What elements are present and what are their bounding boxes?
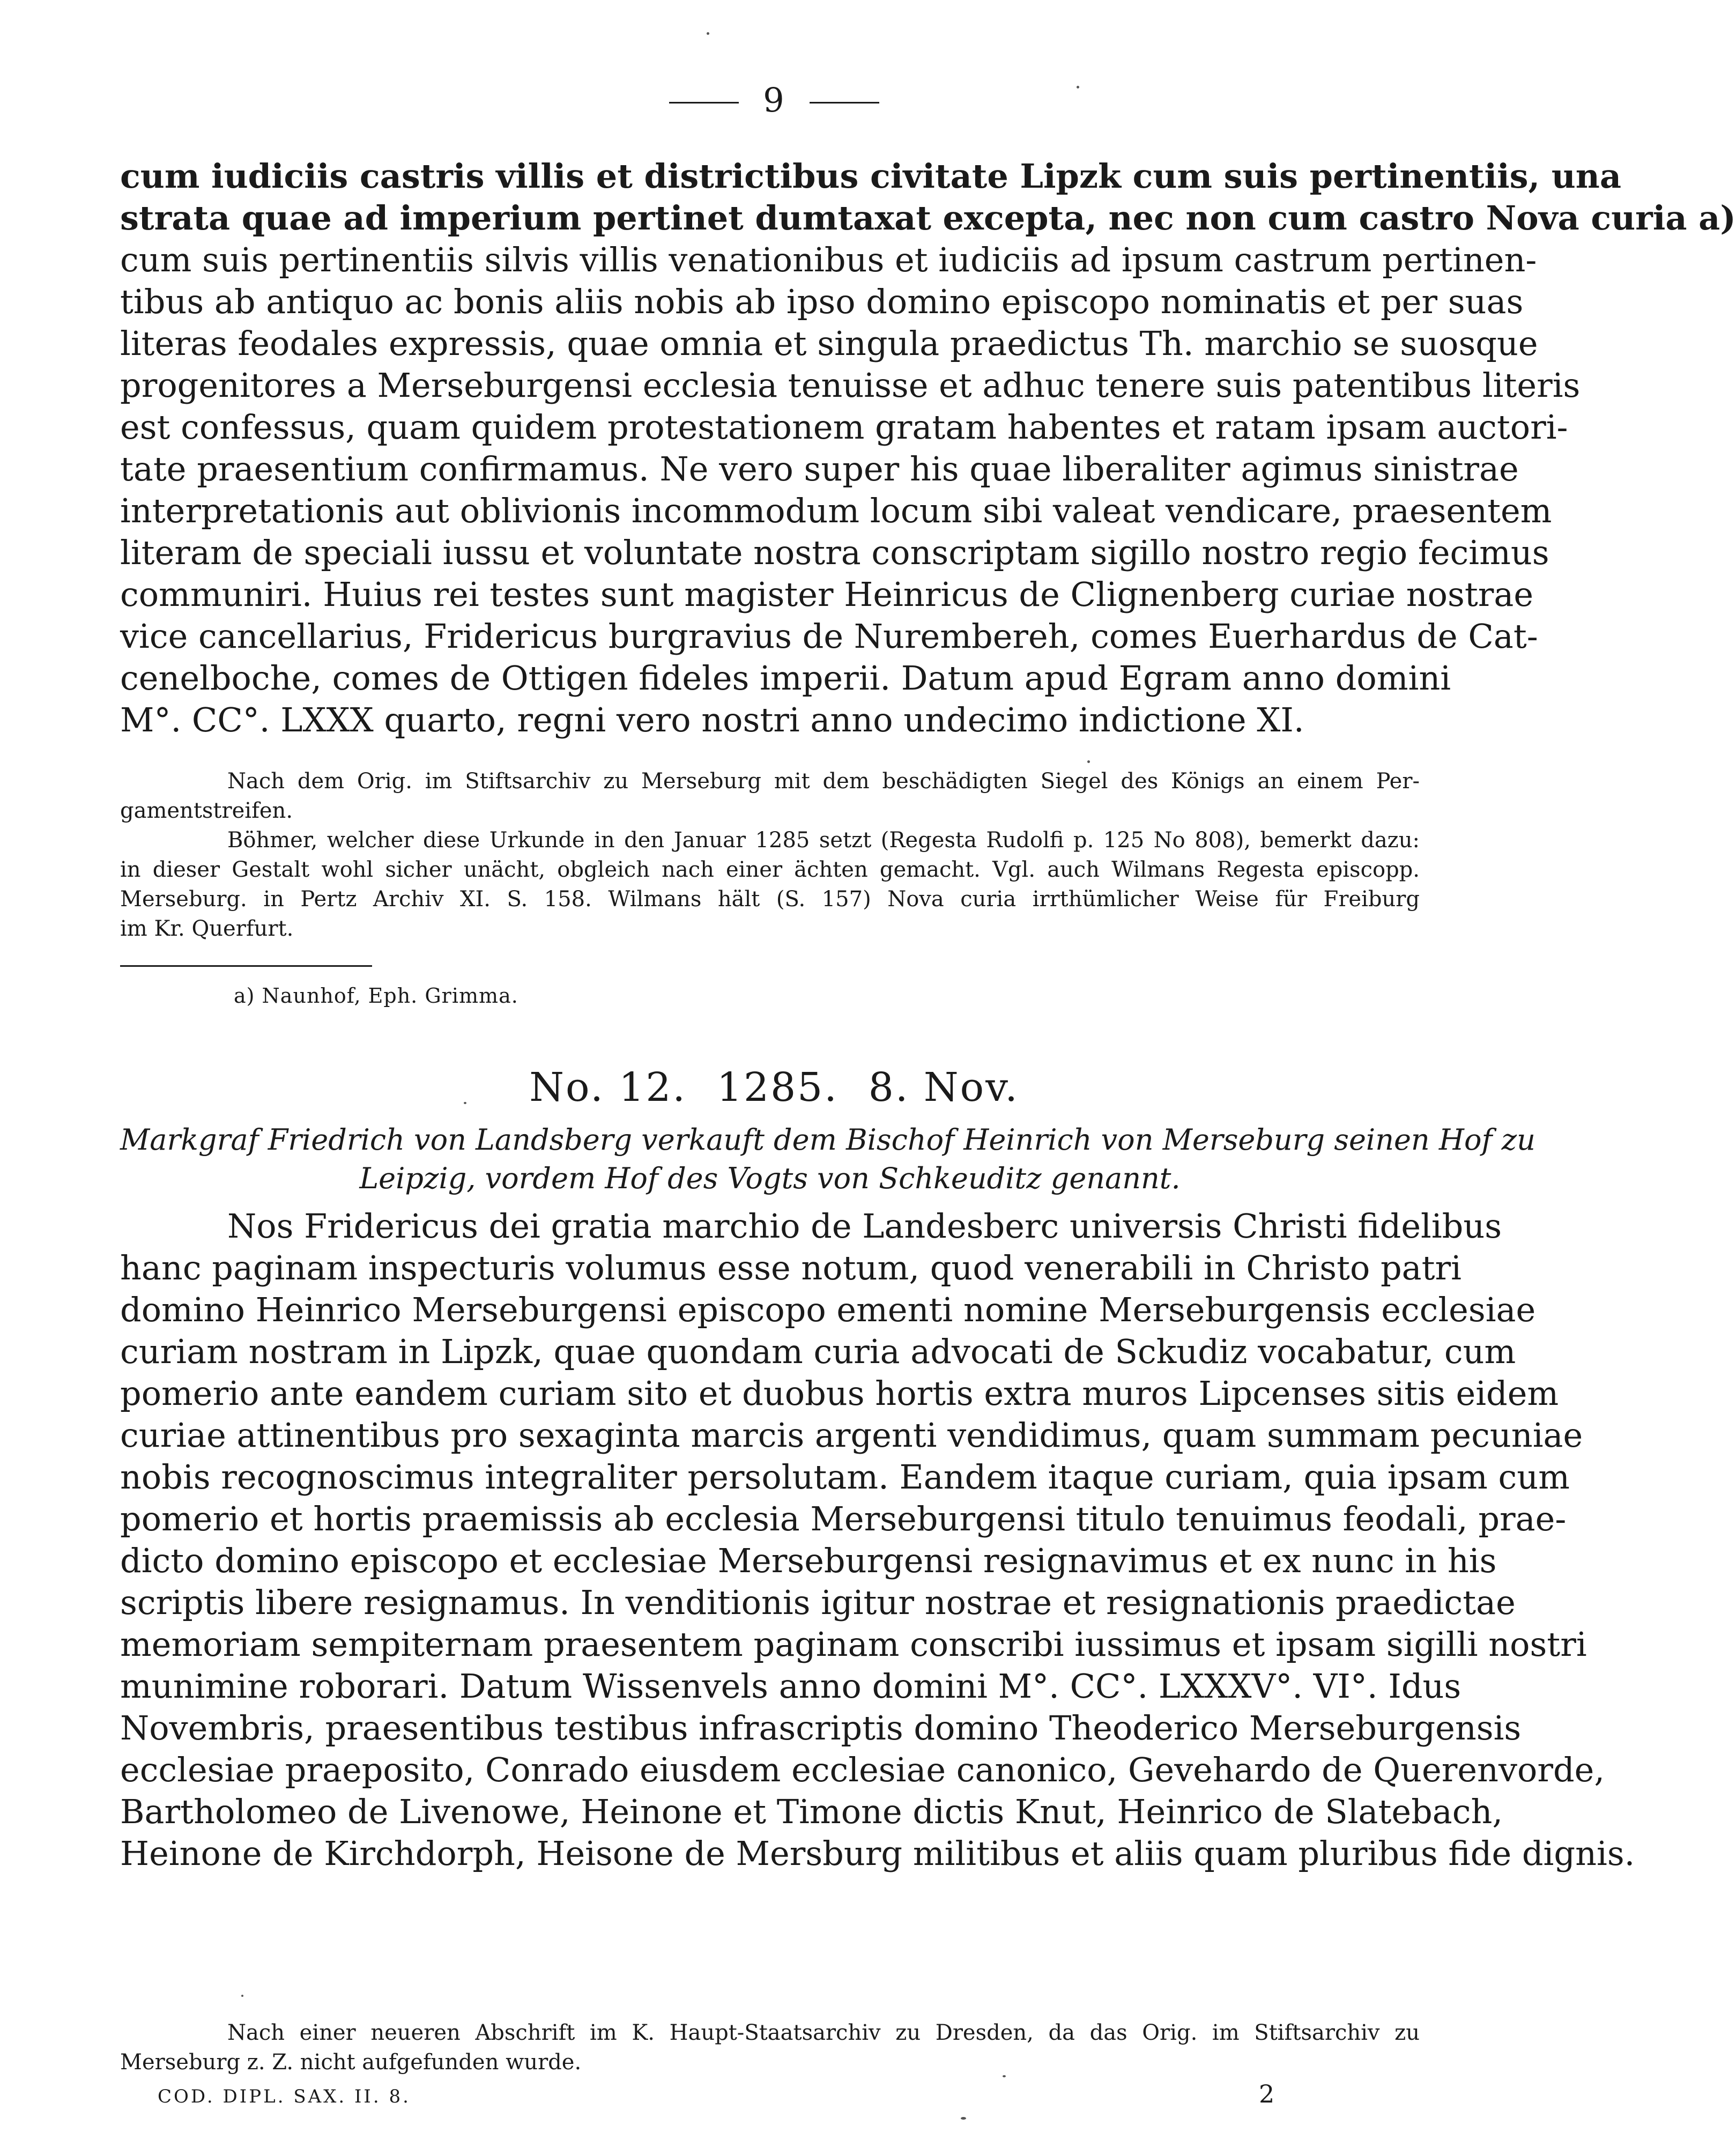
page-number-left-rule bbox=[669, 102, 739, 103]
prev-document-line: literas feodales expressis, quae omnia et singula praedictus Th. marchio se suosque bbox=[120, 324, 1538, 363]
prev-document-line: literam de speciali iussu et voluntate nostra conscriptam sigillo nostro regio fecimus bbox=[120, 533, 1549, 572]
document-line: pomerio et hortis praemissis ab ecclesia Merseburgensi titulo tenuimus feodali, prae- bbox=[120, 1499, 1567, 1538]
document-line: dicto domino episcopo et ecclesiae Merseburgensi resignavimus et ex nunc in his bbox=[120, 1541, 1497, 1580]
document-line: domino Heinrico Merseburgensi episcopo ementi nomine Merseburgensis ecclesiae bbox=[120, 1290, 1536, 1329]
document-line: pomerio ante eandem curiam sito et duobus hortis extra muros Lipcenses sitis eidem bbox=[120, 1374, 1559, 1413]
document-number: No. 12. bbox=[529, 1064, 687, 1111]
prev-document-line: cenelboche, comes de Ottigen fideles imperii. Datum apud Egram anno domini bbox=[120, 658, 1451, 698]
footnote-rule bbox=[120, 965, 372, 967]
document-line: ecclesiae praeposito, Conrado eiusdem ecclesiae canonico, Gevehardo de Querenvorde, bbox=[120, 1750, 1605, 1789]
document-text bbox=[120, 1205, 1635, 1875]
prev-note-line: Böhmer, welcher diese Urkunde in den Januar 1285 setzt (Regesta Rudolfi p. 125 No 808), bemerkt dazu: bbox=[227, 828, 1420, 853]
sheet-signature: COD. DIPL. SAX. II. 8. bbox=[158, 2086, 411, 2107]
scan-speck bbox=[1003, 2075, 1006, 2077]
document-notes bbox=[120, 2018, 1420, 2077]
page-number-right-rule bbox=[810, 102, 879, 103]
document-line: munimine roborari. Datum Wissenvels anno domini M°. CC°. LXXXV°. VI°. Idus bbox=[120, 1667, 1461, 1706]
document-date: 8. Nov. bbox=[868, 1064, 1019, 1111]
page-number bbox=[0, 80, 1548, 120]
prev-document-text bbox=[120, 156, 1736, 741]
sheet-number: 2 bbox=[1259, 2079, 1275, 2108]
document-heading bbox=[0, 1064, 1548, 1111]
scan-speck bbox=[464, 1102, 466, 1104]
document-line: curiae attinentibus pro sexaginta marcis argenti vendidimus, quam summam pecuniae bbox=[120, 1416, 1583, 1455]
document-line: Bartholomeo de Livenowe, Heinone et Timone dictis Knut, Heinrico de Slatebach, bbox=[120, 1792, 1503, 1831]
prev-note-line: Merseburg. in Pertz Archiv XI. S. 158. Wilmans hält (S. 157) Nova curia irrthümlicher Weise für Freiburg bbox=[120, 887, 1420, 912]
summary-line: Markgraf Friedrich von Landsberg verkauft dem Bischof Heinrich von Merseburg seinen Hof zu bbox=[120, 1123, 1535, 1157]
prev-document-line: strata quae ad imperium pertinet dumtaxat excepta, nec non cum castro Nova curia a) bbox=[120, 198, 1736, 238]
prev-note-line: gamentstreifen. bbox=[120, 798, 293, 823]
scan-speck bbox=[961, 2117, 966, 2120]
scan-speck bbox=[1087, 760, 1090, 763]
footnote: a) Naunhof, Eph. Grimma. bbox=[234, 984, 518, 1008]
scan-speck bbox=[1077, 86, 1079, 88]
document-line: nobis recognoscimus integraliter persolutam. Eandem itaque curiam, quia ipsam cum bbox=[120, 1457, 1570, 1497]
summary-line: Leipzig, vordem Hof des Vogts von Schkeuditz genannt. bbox=[359, 1161, 1181, 1195]
document-line: curiam nostram in Lipzk, quae quondam curia advocati de Sckudiz vocabatur, cum bbox=[120, 1332, 1516, 1371]
document-line: hanc paginam inspecturis volumus esse notum, quod venerabili in Christo patri bbox=[120, 1248, 1462, 1287]
prev-document-line: tate praesentium confirmamus. Ne vero super his quae liberaliter agimus sinistrae bbox=[120, 449, 1519, 488]
document-line: memoriam sempiternam praesentem paginam conscribi iussimus et ipsam sigilli nostri bbox=[120, 1625, 1587, 1664]
scan-speck bbox=[707, 32, 709, 35]
prev-document-line: vice cancellarius, Fridericus burgravius de Nurembereh, comes Euerhardus de Cat- bbox=[120, 617, 1538, 656]
document-line: Novembris, praesentibus testibus infrascriptis domino Theoderico Merseburgensis bbox=[120, 1708, 1522, 1748]
prev-note-line: im Kr. Querfurt. bbox=[120, 916, 294, 941]
prev-note-line: in dieser Gestalt wohl sicher unächt, obgleich nach einer ächten gemacht. Vgl. auch Wilmans Regesta episcopp. bbox=[120, 857, 1420, 882]
prev-note-line: Nach dem Orig. im Stiftsarchiv zu Merseburg mit dem beschädigten Siegel des Königs an einem Per- bbox=[227, 769, 1420, 794]
scan-speck bbox=[241, 1995, 243, 1997]
document-year: 1285. bbox=[716, 1064, 839, 1111]
prev-document-line: cum suis pertinentiis silvis villis venationibus et iudiciis ad ipsum castrum pertinen- bbox=[120, 240, 1537, 279]
document-note-line: Merseburg z. Z. nicht aufgefunden wurde. bbox=[120, 2050, 582, 2075]
document-line: Heinone de Kirchdorph, Heisone de Mersburg militibus et aliis quam pluribus fide dignis. bbox=[120, 1834, 1635, 1873]
prev-document-line: cum iudiciis castris villis et districtibus civitate Lipzk cum suis pertinentiis, una bbox=[120, 157, 1622, 196]
prev-document-line: tibus ab antiquo ac bonis aliis nobis ab ipso domino episcopo nominatis et per suas bbox=[120, 282, 1524, 321]
document-line: Nos Fridericus dei gratia marchio de Landesberc universis Christi fidelibus bbox=[227, 1206, 1502, 1246]
document-line: scriptis libere resignamus. In venditionis igitur nostrae et resignationis praedictae bbox=[120, 1583, 1516, 1622]
prev-document-line: communiri. Huius rei testes sunt magister Heinricus de Clignenberg curiae nostrae bbox=[120, 575, 1534, 614]
document-summary bbox=[120, 1121, 1535, 1198]
prev-document-line: est confessus, quam quidem protestationem gratam habentes et ratam ipsam auctori- bbox=[120, 408, 1568, 447]
prev-document-notes bbox=[120, 767, 1420, 944]
prev-document-line: interpretationis aut oblivionis incommodum locum sibi valeat vendicare, praesentem bbox=[120, 491, 1552, 530]
prev-document-line: M°. CC°. LXXX quarto, regni vero nostri anno undecimo indictione XI. bbox=[120, 700, 1304, 739]
document-note-line: Nach einer neueren Abschrift im K. Haupt-Staatsarchiv zu Dresden, da das Orig. im Stiftsarchiv zu bbox=[227, 2020, 1420, 2045]
prev-document-line: progenitores a Merseburgensi ecclesia tenuisse et adhuc tenere suis patentibus literis bbox=[120, 366, 1581, 405]
page-number-value: 9 bbox=[763, 80, 785, 120]
